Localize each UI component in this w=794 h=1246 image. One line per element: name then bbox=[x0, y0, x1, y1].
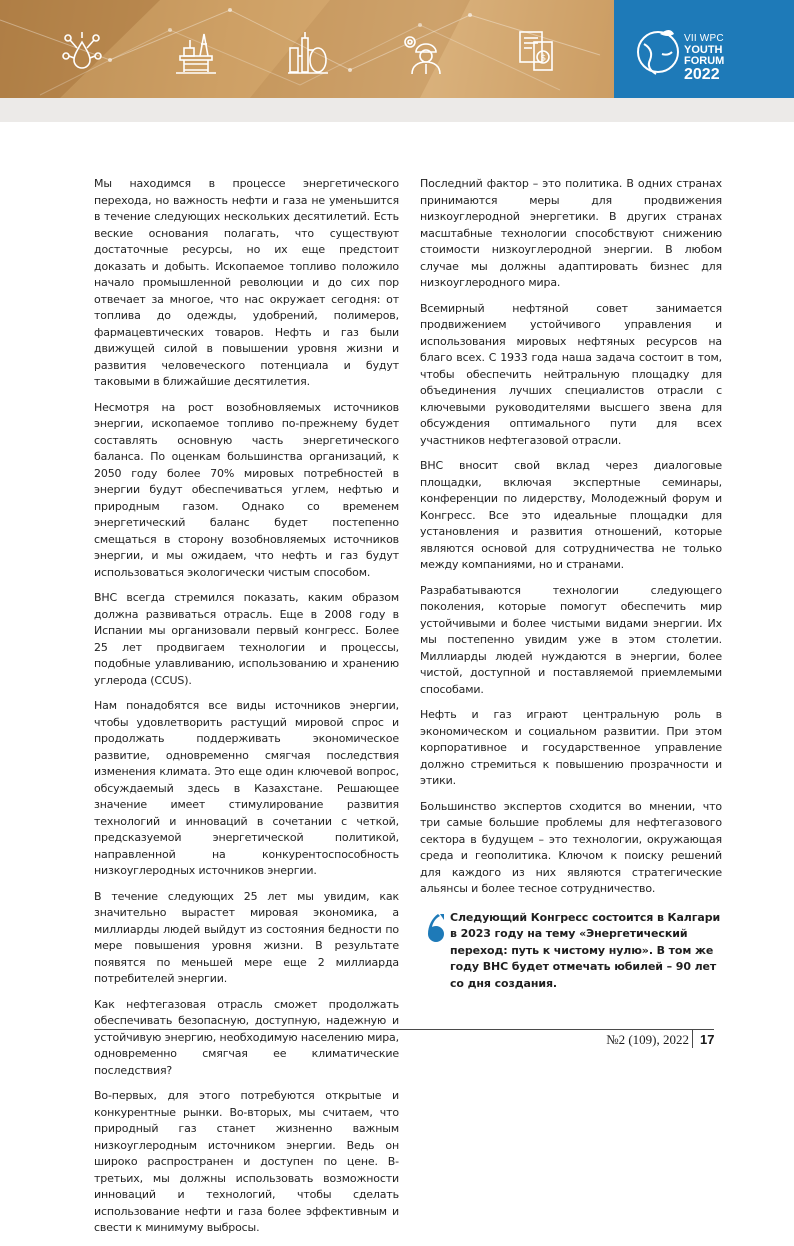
page-number: 17 bbox=[700, 1032, 715, 1047]
paragraph: Всемирный нефтяной совет занимается продвижением устойчивого управления и использования мировых нефтяных ресурсов на благо всех. С 1933 года наша задача состоит в том, чтобы обеспечить нейтральную площадку для объединения лучших специалистов отрасли с ключевыми руководителями высшего звена для обсуждения оптимального пути для всех участников нефтегазовой отрасли. bbox=[420, 301, 722, 447]
footer-rule bbox=[94, 1029, 714, 1030]
logo-line2: YOUTH bbox=[684, 44, 723, 56]
paragraph: Нам понадобятся все виды источников энергии, чтобы удовлетворить растущий мировой спрос и продолжать поддерживать экономическое развитие, одновременно смягчая последствия изменения климата. Это еще один ключевой вопрос, обсуждаемый здесь в Казахстане. Решающее значение имеет стимулирование развития технологий и инноваций в сочетании с четкой, предсказуемой энергетической политикой, направленной на конкурентоспособность низкоуглеродных источников энергии. bbox=[94, 699, 399, 877]
header-banner bbox=[0, 0, 794, 98]
quote-mark-icon bbox=[424, 912, 446, 952]
engineer-icon bbox=[400, 30, 440, 74]
svg-text:$: $ bbox=[540, 53, 547, 64]
callout bbox=[420, 910, 722, 993]
footer-separator bbox=[692, 1030, 693, 1048]
paragraph: Несмотря на рост возобновляемых источников энергии, ископаемое топливо по-прежнему будет составлять основную часть энергетического баланса. По оценкам большинства организаций, к 2050 году более 70% мировых потребностей в энергии будут обеспечиваться углем, нефтью и природным газом. Однако со временем энергетический баланс будет постепенно смещаться в сторону возобновляемых источников энергии, и мы ожидаем, что нефть и газ будут использоваться экологически чистым способом. bbox=[94, 400, 399, 579]
left-column bbox=[94, 176, 399, 1246]
logo-line4: 2022 bbox=[684, 66, 720, 83]
paragraph: ВНС вносит свой вклад через диалоговые площадки, включая экспертные семинары, конференции по лидерству, Молодежный форум и Конгресс. Все это идеальные площадки для установления и развития отношений, которые являются основой для сотрудничества не только между компаниями, но и странами. bbox=[420, 459, 722, 571]
paragraph: Последний фактор – это политика. В одних странах принимаются меры для продвижения низкоуглеродной энергетики. В других странах масштабные технологии способствуют снижению стоимости низкоуглеродной энергии. В любом случае мы должны адаптировать бизнес для низкоуглеродного мира. bbox=[420, 177, 722, 289]
globe-leaf-icon bbox=[632, 24, 682, 78]
logo-line1: VII WPC bbox=[684, 33, 724, 44]
logo-text bbox=[684, 34, 724, 83]
paragraph: Нефть и газ играют центральную роль в экономическом и социальном развитии. При этом корпоративное и государственное управление должно стремиться к повышению прозрачности и этики. bbox=[420, 708, 722, 787]
paragraph: Разрабатываются технологии следующего поколения, которые помогут обеспечить мир устойчивыми и более чистыми видами энергии. Их мы постепенно увидим уже в этом столетии. Миллиарды людей нуждаются в энергии, более чистой, доступной и поставляемой приемлемыми способами. bbox=[420, 583, 722, 696]
paragraph: ВНС всегда стремился показать, каким образом должна развиваться отрасль. Еще в 2008 году в Испании мы организовали первый конгресс. Более 25 лет продвигаем технологии и процессы, подобные улавливанию, использованию и хранению углерода (CCUS). bbox=[94, 591, 399, 687]
oil-platform-icon bbox=[176, 30, 216, 74]
molecule-drop-icon bbox=[62, 30, 102, 74]
banner-strip bbox=[0, 98, 794, 122]
paragraph: Большинство экспертов сходится во мнении, что три самые большие проблемы для нефтегазового сектора в будущем – это технологии, окружающая среда и геополитика. Ключом к поиску решений для каждого из них являются стратегические альянсы и более тесное сотрудничество. bbox=[420, 799, 722, 895]
issue-number: №2 (109), 2022 bbox=[606, 1032, 689, 1047]
paragraph: Как нефтегазовая отрасль сможет продолжать обеспечивать безопасную, доступную, надежную и устойчивую энергию, необходимую населению мира, одновременно смягчая ее климатические последствия? bbox=[94, 997, 399, 1077]
right-column bbox=[420, 176, 722, 992]
refinery-icon bbox=[288, 30, 328, 74]
wpc-youth-forum-logo bbox=[614, 0, 794, 98]
paragraph: Мы находимся в процессе энергетического перехода, но важность нефти и газа не уменьшится в течение следующих нескольких десятилетий. Есть веские основания полагать, что существуют достаточные ресурсы, но их еще предстоит доказать и добыть. Ископаемое топливо положило начало промышленной революции и до сих пор отвечает за многое, что нас окружает сегодня: от топлива до одежды, удобрений, полимеров, фармацевтических товаров. Нефть и газ были движущей силой в повышении уровня жизни и развития человеческого потенциала и будут таковыми в ближайшие десятилетия. bbox=[94, 177, 399, 388]
paragraph: В течение следующих 25 лет мы увидим, как значительно вырастет мировая экономика, а миллиарды людей выйдут из состояния бедности по мере повышения уровня жизни. В результате появятся по меньшей мере еще 2 миллиарда потребителей энергии. bbox=[94, 889, 399, 985]
logo-line3: FORUM bbox=[684, 55, 725, 67]
finance-document-icon bbox=[516, 30, 556, 74]
callout-text: Следующий Конгресс состоится в Калгари в 2023 году на тему «Энергетический переход: путь к чистому нулю». В том же году ВНС будет отмечать юбилей – 90 лет со дня создания. bbox=[450, 910, 721, 990]
paragraph: Во-первых, для этого потребуются открытые и конкурентные рынки. Во-вторых, мы считаем, что природный газ станет жизненно важным низкоуглеродным источником энергии. Ведь он широко распространен и доступен по цене. В-третьих, мы должны использовать возможности инноваций и технологий, чтобы сделать использование нефти и газа более эффективным и свести к минимуму выбросы. bbox=[94, 1089, 399, 1234]
